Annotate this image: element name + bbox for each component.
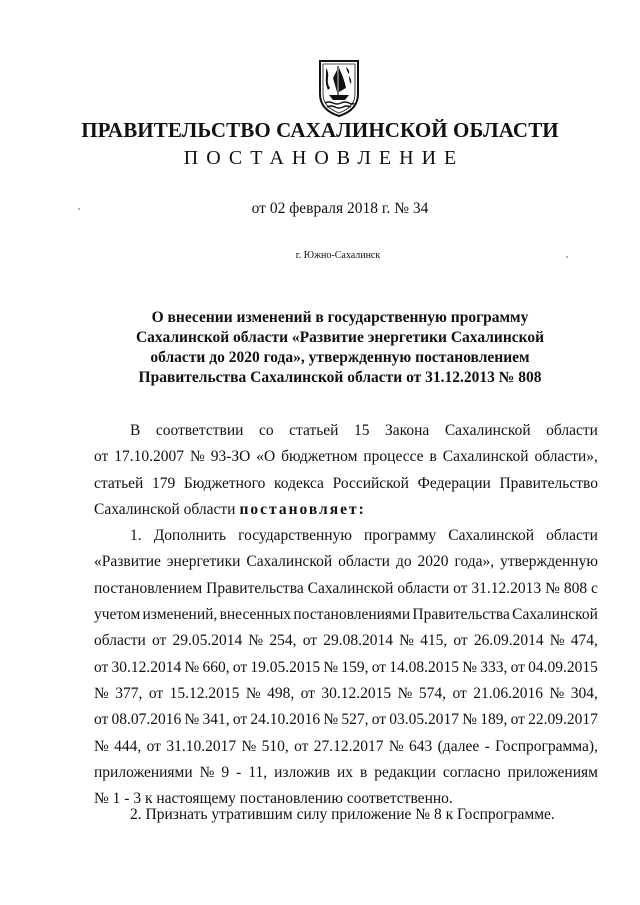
word: от: [510, 658, 525, 676]
word: 19.05.2015: [250, 658, 321, 676]
word: №: [184, 711, 200, 729]
word: Закона: [385, 422, 430, 439]
sakhalin-coat-of-arms-icon: [316, 58, 362, 118]
word: года»,: [454, 553, 495, 571]
document-subject: [110, 308, 570, 388]
word: 93-ЗО: [210, 448, 251, 466]
word: 808: [563, 579, 588, 597]
word: Сахалинской: [442, 448, 529, 466]
word: Бюджетного: [183, 474, 266, 492]
word: 304,: [570, 684, 598, 702]
word: в: [359, 763, 368, 781]
word: 27.12.2017: [313, 737, 384, 755]
word: от: [371, 658, 387, 676]
word: в: [429, 448, 437, 466]
word: №: [94, 684, 109, 702]
word: утвержденную: [500, 553, 598, 571]
word: учетом: [94, 606, 141, 624]
word: области: [338, 553, 390, 571]
word: №: [397, 684, 413, 702]
word: №: [399, 632, 414, 650]
word: «Развитие: [94, 553, 161, 571]
word: 9: [221, 763, 230, 781]
word: 333,: [480, 658, 508, 676]
word: 30.12.2014: [111, 658, 182, 676]
word: 11,: [248, 763, 268, 781]
word: до: [395, 553, 412, 571]
word: 474,: [570, 632, 598, 650]
word: государственную: [238, 527, 352, 545]
word: приложениями: [94, 763, 193, 781]
subject-line: Сахалинской области «Развитие энергетики Сахалинской: [135, 329, 545, 346]
word: от: [232, 658, 248, 676]
word: области: [94, 632, 146, 650]
word: от: [300, 684, 315, 702]
word: от: [148, 684, 164, 702]
document-body: [94, 418, 598, 812]
word: №: [184, 658, 200, 676]
word: 04.09.2015: [528, 658, 598, 676]
word: от: [294, 737, 309, 755]
scan-speck: [566, 256, 568, 258]
paragraph1-line: [94, 734, 598, 760]
word: программу: [364, 527, 437, 545]
word: 22.09.2017: [528, 711, 598, 729]
word: соответствии: [155, 422, 244, 439]
word: №: [323, 711, 339, 729]
word: 29.05.2014: [172, 632, 243, 650]
paragraph1-line: [94, 707, 598, 733]
word: их: [336, 763, 353, 781]
paragraph1-line: [94, 576, 598, 602]
document-date-number: от 02 февраля 2018 г. № 34: [251, 200, 429, 217]
word: со: [258, 422, 274, 439]
preamble-line: [94, 471, 598, 497]
word: Сахалинской: [246, 553, 333, 571]
paragraph2: 2. Признать утратившим силу приложение № 8 к Госпрограмме.: [130, 806, 555, 823]
paragraph1-line: [94, 549, 598, 575]
preamble-line: [94, 418, 598, 444]
word: 1.: [130, 527, 142, 545]
word: 377,: [115, 684, 143, 702]
word: №: [241, 737, 257, 755]
word: -: [236, 763, 242, 781]
word: 498,: [267, 684, 295, 702]
word: 415,: [420, 632, 448, 650]
word: Сахалинской: [444, 422, 531, 439]
word: от: [152, 632, 167, 650]
word: №: [462, 711, 478, 729]
word: №: [549, 684, 565, 702]
word: №: [248, 632, 264, 650]
word: изложив: [274, 763, 330, 781]
word: «О: [256, 448, 276, 466]
word: 660,: [202, 658, 230, 676]
word: от: [94, 658, 109, 676]
word: кодекса: [274, 474, 324, 492]
paragraph1-line: [94, 523, 598, 549]
word: изменений,: [142, 606, 218, 624]
document-type: ПОСТАНОВЛЕНИЕ: [183, 147, 465, 169]
word: 26.09.2014: [473, 632, 544, 650]
subject-line: области до 2020 года», утвержденную постановлением: [150, 349, 530, 366]
word: 444,: [114, 737, 142, 755]
word: 21.06.2016: [473, 684, 543, 702]
word: 08.07.2016: [111, 711, 182, 729]
word: 30.12.2015: [321, 684, 392, 702]
word: приложениям: [507, 763, 598, 781]
word: 510,: [261, 737, 289, 755]
word: 341,: [202, 711, 230, 729]
word: от: [452, 684, 467, 702]
word: от: [510, 711, 525, 729]
preamble-line: Сахалинской области: [94, 500, 236, 518]
word: от: [371, 711, 387, 729]
word: 574,: [418, 684, 446, 702]
word: №: [323, 658, 339, 676]
word: Сахалинской: [307, 579, 394, 597]
word: редакции: [374, 763, 436, 781]
word: от: [94, 711, 109, 729]
word: 17.10.2007: [114, 448, 185, 466]
word: области: [546, 422, 598, 439]
word: бюджетном: [281, 448, 358, 466]
word: Российской: [332, 474, 409, 492]
resolves-word: постановляет:: [239, 500, 366, 518]
word: Федерации: [417, 474, 491, 492]
word: 159,: [341, 658, 369, 676]
word: энергетики: [166, 553, 241, 571]
word: области»,: [534, 448, 598, 466]
word: от: [146, 737, 161, 755]
word: 2020: [417, 553, 449, 571]
word: постановлениями: [293, 606, 411, 624]
word: 643: [409, 737, 433, 755]
word: Правительства: [206, 579, 304, 597]
word: (далее: [437, 737, 480, 755]
word: от: [453, 632, 468, 650]
word: области: [397, 579, 450, 597]
word: Правительство: [499, 474, 598, 492]
word: Правительства: [412, 606, 510, 624]
word: 15: [353, 422, 370, 439]
scan-speck: [78, 208, 80, 210]
word: постановлением: [94, 579, 203, 597]
paragraph1-line: [94, 760, 598, 786]
word: В: [130, 422, 141, 439]
word: от: [302, 632, 318, 650]
word: 31.12.2013: [471, 579, 542, 597]
word: от: [232, 711, 248, 729]
word: Сахалинской: [512, 606, 598, 624]
word: с: [591, 579, 598, 597]
document-city: г. Южно-Сахалинск: [295, 250, 381, 261]
word: №: [545, 579, 560, 597]
word: 29.08.2014: [323, 632, 393, 650]
word: статьей: [289, 422, 339, 439]
word: 179: [151, 474, 176, 492]
word: статьей: [94, 474, 144, 492]
paragraph1-line: [94, 681, 598, 707]
word: Сахалинской: [448, 527, 535, 545]
subject-line: Правительства Сахалинской области от 31.12.2013 № 808: [138, 369, 542, 386]
word: процессе: [363, 448, 424, 466]
word: от: [453, 579, 468, 597]
paragraph1-line: [94, 628, 598, 654]
word: области: [546, 527, 598, 545]
word: №: [462, 658, 478, 676]
word: 527,: [341, 711, 369, 729]
word: внесенных: [219, 606, 292, 624]
word: -: [484, 737, 490, 755]
word: №: [388, 737, 404, 755]
word: 189,: [480, 711, 508, 729]
word: №: [549, 632, 565, 650]
word: согласно: [442, 763, 501, 781]
paragraph1-line: [94, 602, 598, 628]
word: 31.10.2017: [166, 737, 237, 755]
government-title: ПРАВИТЕЛЬСТВО САХАЛИНСКОЙ ОБЛАСТИ: [81, 118, 559, 142]
word: 03.05.2017: [389, 711, 460, 729]
word: 15.12.2015: [169, 684, 240, 702]
word: №: [189, 448, 205, 466]
subject-line: О внесении изменений в государственную программу: [151, 309, 529, 326]
paragraph1-line: [94, 655, 598, 681]
word: №: [94, 737, 109, 755]
paragraph1-line: № 1 - 3 к настоящему постановлению соответственно.: [94, 790, 453, 808]
word: от: [94, 448, 109, 466]
word: 254,: [269, 632, 297, 650]
preamble-line: [94, 444, 598, 470]
word: Дополнить: [153, 527, 227, 545]
word: Госпрограмма),: [495, 737, 598, 755]
word: 24.10.2016: [250, 711, 321, 729]
word: №: [199, 763, 215, 781]
word: 14.08.2015: [389, 658, 460, 676]
preamble-last-line: [94, 497, 598, 523]
word: №: [245, 684, 261, 702]
